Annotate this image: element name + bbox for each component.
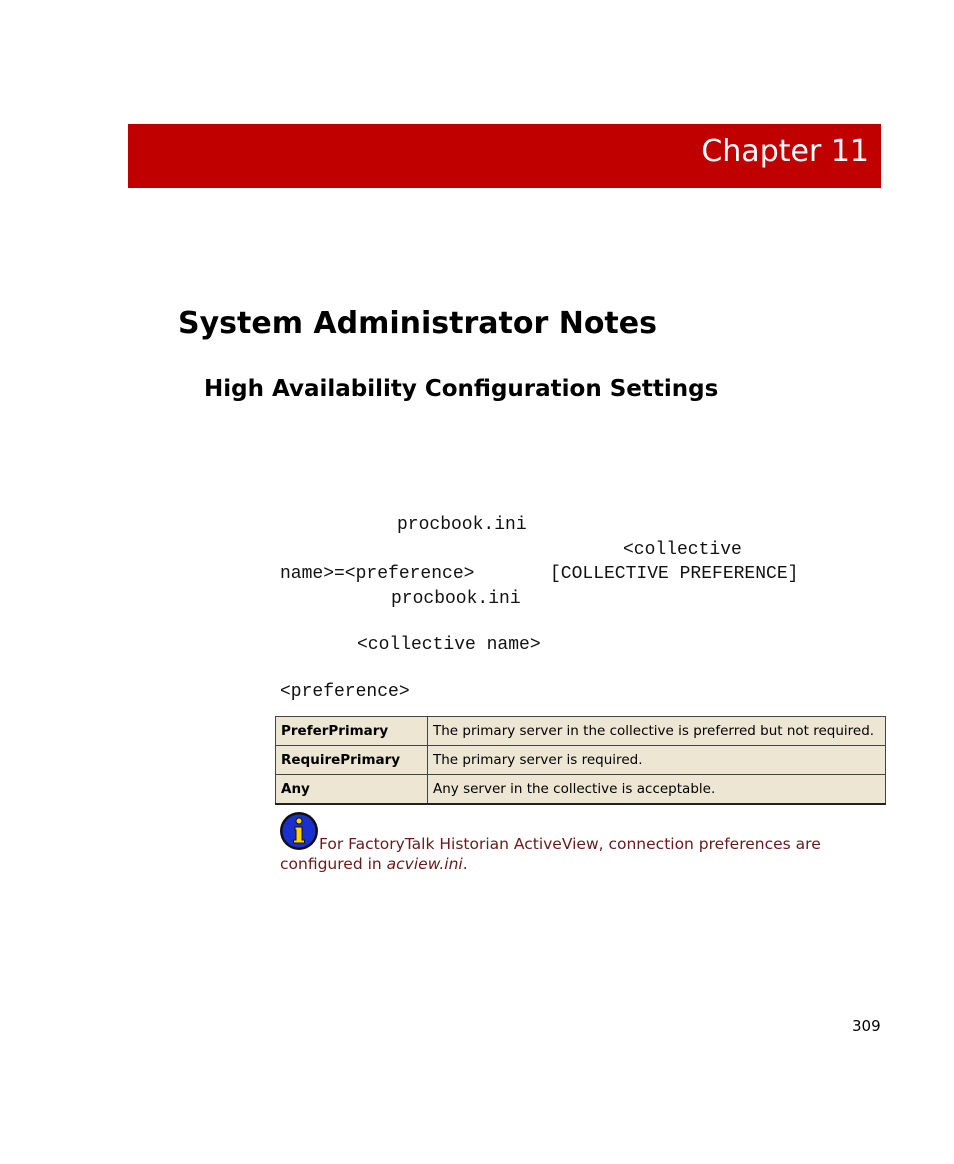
table-row bbox=[276, 775, 886, 805]
info-note bbox=[280, 834, 880, 874]
ini-filename-1: procbook.ini bbox=[397, 515, 527, 535]
collective-placeholder-part2: name>=<preference> bbox=[280, 564, 475, 584]
preference-placeholder: <preference> bbox=[280, 682, 410, 702]
table-cell-description: Any server in the collective is acceptable. bbox=[428, 775, 886, 805]
preference-table bbox=[275, 716, 886, 805]
table-row bbox=[276, 746, 886, 775]
note-text: For FactoryTalk Historian ActiveView, connection preferences are configured in bbox=[280, 835, 821, 873]
note-filename: acview.ini bbox=[386, 855, 463, 873]
section-header-code: [COLLECTIVE PREFERENCE] bbox=[550, 564, 799, 584]
table-cell-key: PreferPrimary bbox=[276, 717, 428, 746]
chapter-label: Chapter 11 bbox=[701, 134, 869, 169]
ini-filename-2: procbook.ini bbox=[391, 589, 521, 609]
page-title: System Administrator Notes bbox=[178, 306, 657, 341]
collective-name-placeholder: <collective name> bbox=[357, 635, 541, 655]
page-number: 309 bbox=[852, 1017, 881, 1035]
collective-placeholder-part1: <collective bbox=[623, 540, 742, 560]
table-cell-description: The primary server in the collective is preferred but not required. bbox=[428, 717, 886, 746]
table-cell-description: The primary server is required. bbox=[428, 746, 886, 775]
table-row bbox=[276, 717, 886, 746]
table-cell-key: RequirePrimary bbox=[276, 746, 428, 775]
section-heading: High Availability Configuration Settings bbox=[204, 376, 719, 402]
note-suffix: . bbox=[462, 855, 468, 873]
chapter-banner bbox=[128, 124, 881, 188]
table-cell-key: Any bbox=[276, 775, 428, 805]
